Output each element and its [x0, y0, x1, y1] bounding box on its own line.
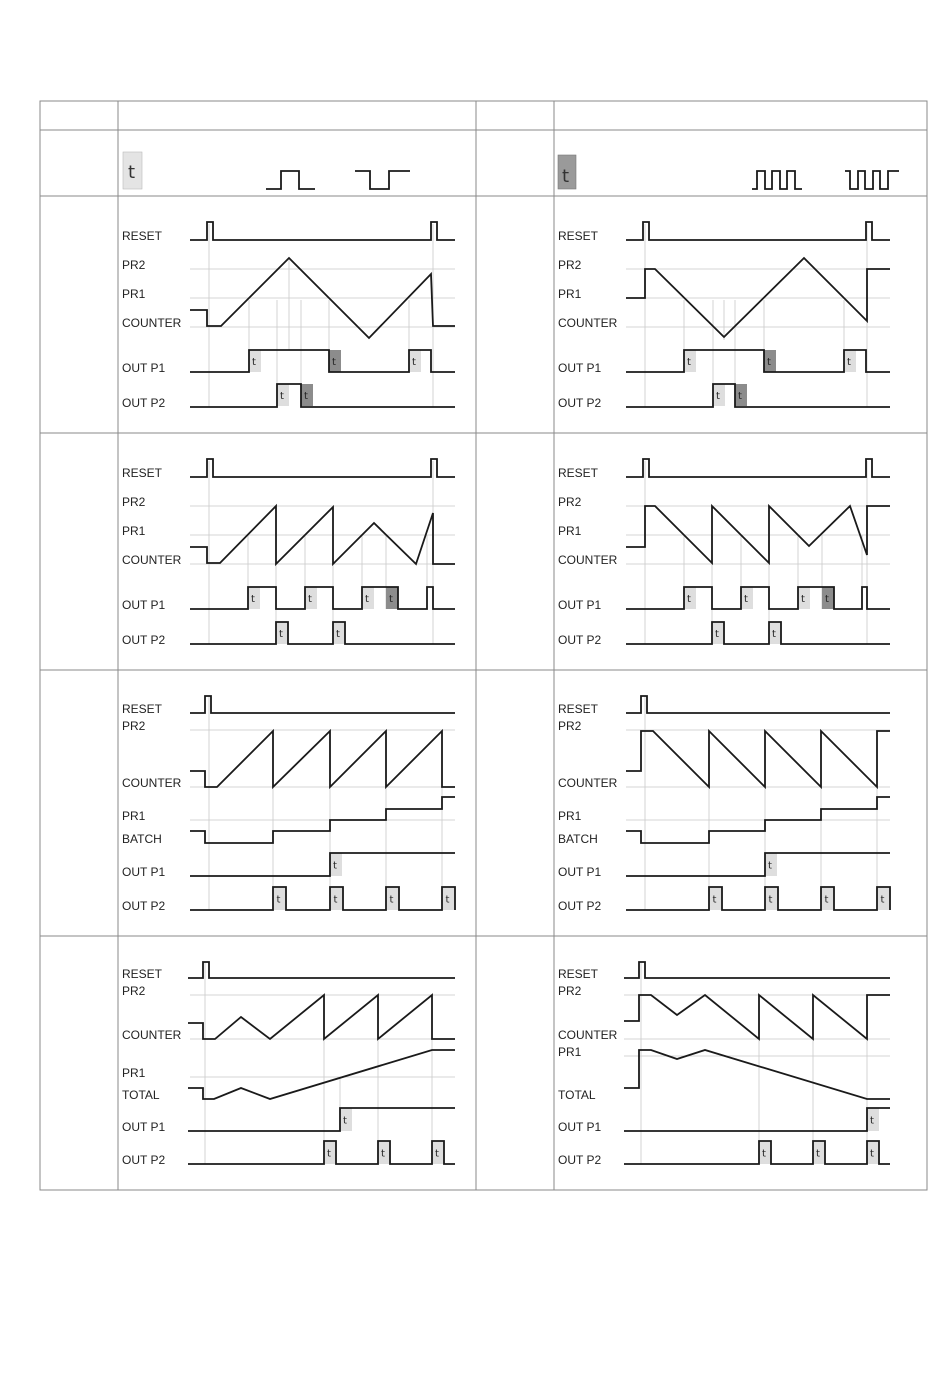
signal-label-reset: RESET [122, 702, 163, 716]
signal-trace [190, 222, 455, 240]
signal-label-pr1: PR1 [558, 287, 582, 301]
signal-label-pr1: PR1 [122, 524, 146, 538]
signal-trace [626, 258, 890, 337]
signal-label-out-p1: OUT P1 [122, 865, 166, 879]
timing-diagram-row0-col0 [122, 222, 455, 410]
signal-label-pr2: PR2 [122, 719, 146, 733]
pulse-time-label: t [715, 629, 719, 640]
signal-label-pr1: PR1 [122, 1066, 146, 1080]
pulse-time-label: t [767, 357, 771, 368]
signal-label-counter: COUNTER [558, 1028, 618, 1042]
signal-label-out-p2: OUT P2 [558, 1153, 602, 1167]
signal-trace [626, 506, 890, 563]
signal-trace [626, 384, 890, 407]
signal-label-pr2: PR2 [122, 984, 146, 998]
signal-trace [190, 622, 455, 644]
signal-label-pr1: PR1 [558, 524, 582, 538]
signal-trace [190, 696, 455, 713]
timing-diagrams [122, 222, 890, 1167]
pulse-time-label: t [687, 594, 691, 605]
signal-trace [626, 622, 890, 644]
signal-trace [190, 731, 455, 787]
signal-label-counter: COUNTER [122, 1028, 182, 1042]
pulse-time-label: t [445, 894, 450, 906]
pulse-time-label: t [389, 594, 393, 605]
signal-label-counter: COUNTER [558, 776, 618, 790]
signal-label-counter: COUNTER [122, 776, 182, 790]
signal-label-pr2: PR2 [122, 495, 146, 509]
signal-label-pr1: PR1 [558, 809, 582, 823]
pulse-time-label: t [336, 629, 340, 640]
pulse-time-label: t [381, 1148, 385, 1160]
signal-label-reset: RESET [558, 466, 599, 480]
signal-trace [626, 731, 890, 787]
pulse-time-label: t [128, 162, 136, 183]
pulse-time-label: t [327, 1148, 331, 1160]
signal-label-out-p1: OUT P1 [122, 361, 166, 375]
pulse-time-label: t [412, 357, 416, 368]
pulse-time-label: t [365, 594, 369, 605]
negative-pulse-train-icon [845, 171, 899, 189]
signal-label-out-p1: OUT P1 [558, 361, 602, 375]
signal-label-out-p1: OUT P1 [558, 865, 602, 879]
signal-trace [626, 887, 890, 910]
pulse-time-label: t [687, 357, 691, 368]
signal-trace [626, 459, 890, 477]
signal-label-counter: COUNTER [558, 316, 618, 330]
signal-label-out-p2: OUT P2 [122, 1153, 166, 1167]
signal-label-reset: RESET [558, 702, 599, 716]
signal-trace [626, 222, 890, 240]
pulse-time-label: t [870, 1148, 874, 1160]
timing-diagram-row2-col0 [122, 696, 455, 913]
signal-label-out-p1: OUT P1 [558, 1120, 602, 1134]
signal-label-out-p1: OUT P1 [122, 598, 166, 612]
signal-label-batch: BATCH [558, 832, 598, 846]
signal-label-out-p1: OUT P1 [558, 598, 602, 612]
pulse-time-label: t [252, 357, 256, 368]
signal-trace [190, 459, 455, 477]
timing-diagram-row1-col1 [558, 459, 890, 647]
pulse-time-label: t [768, 894, 773, 906]
signal-label-pr2: PR2 [558, 719, 582, 733]
signal-label-out-p2: OUT P2 [122, 396, 166, 410]
signal-label-out-p2: OUT P2 [558, 396, 602, 410]
pulse-time-label: t [343, 1115, 347, 1127]
signal-label-pr1: PR1 [122, 809, 146, 823]
signal-label-reset: RESET [122, 229, 163, 243]
negative-pulse-icon [355, 171, 410, 189]
pulse-time-label: t [772, 629, 776, 640]
signal-label-reset: RESET [558, 967, 599, 981]
pulse-time-label: t [744, 594, 748, 605]
pulse-time-label: t [280, 391, 284, 402]
pulse-time-label: t [332, 357, 336, 368]
pulse-time-label: t [333, 860, 337, 872]
signal-label-out-p2: OUT P2 [122, 633, 166, 647]
signal-trace [188, 962, 455, 978]
signal-trace [624, 1050, 890, 1099]
pulse-time-label: t [768, 860, 772, 872]
signal-trace [190, 587, 455, 609]
pulse-time-label: t [816, 1148, 820, 1160]
signal-trace [626, 696, 890, 713]
signal-label-reset: RESET [558, 229, 599, 243]
timing-diagram-row2-col1 [558, 696, 890, 913]
pulse-time-label: t [880, 894, 885, 906]
signal-label-reset: RESET [122, 967, 163, 981]
timing-diagram-row3-col0 [122, 962, 455, 1167]
signal-label-total: TOTAL [122, 1088, 160, 1102]
pulse-time-label: t [762, 1148, 766, 1160]
signal-label-pr2: PR2 [122, 258, 146, 272]
pulse-time-label: t [870, 1115, 874, 1127]
pulse-time-label: t [712, 894, 717, 906]
pulse-time-label: t [847, 357, 851, 368]
signal-trace [190, 853, 455, 876]
signal-trace [626, 853, 890, 876]
signal-trace [188, 1050, 455, 1099]
table-frame [40, 101, 927, 1190]
signal-label-pr1: PR1 [122, 287, 146, 301]
signal-trace [190, 887, 455, 910]
positive-pulse-train-icon [752, 171, 802, 189]
pulse-time-label: t [308, 594, 312, 605]
pulse-time-label: t [389, 894, 394, 906]
signal-label-batch: BATCH [122, 832, 162, 846]
signal-trace [190, 384, 455, 407]
legend-right [558, 155, 899, 189]
pulse-time-label: t [333, 894, 338, 906]
pulse-time-label: t [738, 391, 742, 402]
legend-left [123, 152, 410, 189]
signal-trace [624, 1108, 890, 1131]
signal-label-counter: COUNTER [558, 553, 618, 567]
pulse-time-label: t [304, 391, 308, 402]
pulse-time-label: t [825, 594, 829, 605]
signal-label-pr2: PR2 [558, 258, 582, 272]
signal-trace [624, 995, 890, 1039]
pulse-time-label: t [251, 594, 255, 605]
pulse-time-label: t [716, 391, 720, 402]
signal-label-counter: COUNTER [122, 553, 182, 567]
signal-label-out-p2: OUT P2 [558, 899, 602, 913]
signal-trace [188, 1141, 455, 1164]
timing-diagram-row3-col1 [558, 962, 890, 1167]
signal-label-out-p1: OUT P1 [122, 1120, 166, 1134]
signal-trace [624, 1141, 890, 1164]
timing-diagram-row1-col0 [122, 459, 455, 647]
pulse-time-label: t [801, 594, 805, 605]
signal-label-counter: COUNTER [122, 316, 182, 330]
signal-trace [626, 587, 890, 609]
signal-trace [188, 995, 455, 1039]
signal-label-pr2: PR2 [558, 984, 582, 998]
signal-label-total: TOTAL [558, 1088, 596, 1102]
signal-label-out-p2: OUT P2 [122, 899, 166, 913]
signal-label-pr1: PR1 [558, 1045, 582, 1059]
pulse-time-label: t [276, 894, 281, 906]
positive-pulse-icon [266, 171, 315, 189]
pulse-time-label: t [562, 166, 570, 187]
signal-label-reset: RESET [122, 466, 163, 480]
signal-trace [624, 962, 890, 978]
pulse-time-label: t [824, 894, 829, 906]
signal-label-out-p2: OUT P2 [558, 633, 602, 647]
pulse-time-label: t [279, 629, 283, 640]
pulse-time-label: t [435, 1148, 439, 1160]
signal-trace [188, 1108, 455, 1131]
signal-label-pr2: PR2 [558, 495, 582, 509]
timing-diagram-row0-col1 [558, 222, 890, 410]
